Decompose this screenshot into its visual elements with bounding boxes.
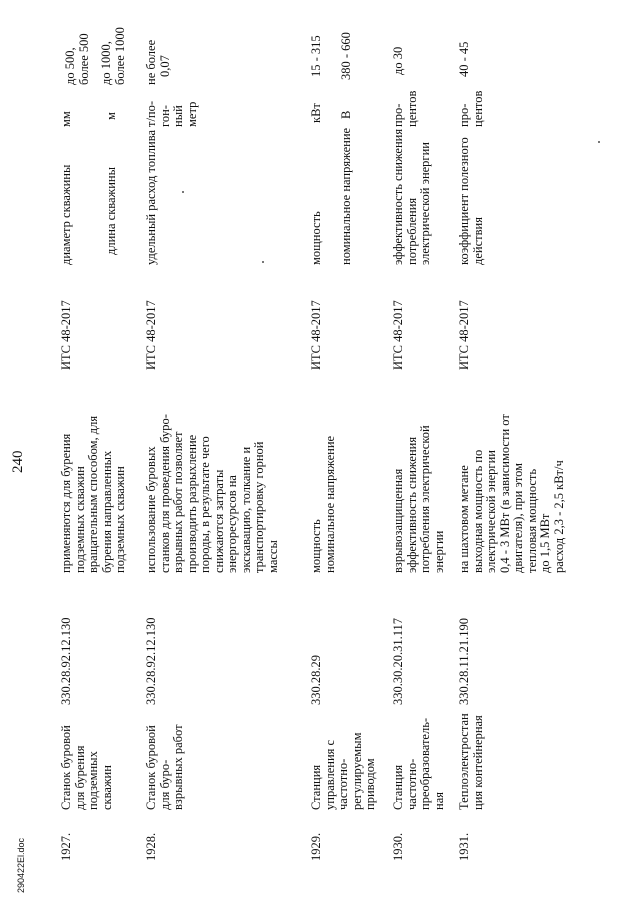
description-line: использование буровых (144, 446, 158, 573)
okpd-code: 330.28.11.21.190 (457, 617, 471, 705)
description-line: энергии (431, 530, 446, 573)
its-standard: ИТС 48-2017 (457, 300, 471, 370)
name-line: Теплоэлектростан (457, 713, 471, 810)
name-line: Станок буровой (59, 725, 73, 810)
parameter-name: длина скважины (104, 167, 118, 255)
name-line: ная (431, 792, 446, 810)
parameter-unit (392, 91, 419, 127)
name-line: частотно- (404, 758, 419, 810)
parameter-unit: кВт (309, 103, 323, 123)
name-line: Станок буровой (144, 725, 158, 810)
description-line: подземных скважин (113, 466, 127, 573)
row-number: 1929. (309, 832, 323, 861)
description (145, 414, 280, 573)
its-standard: ИТС 48-2017 (391, 300, 405, 370)
name-line: Станция (309, 764, 323, 810)
unit-line: центов (404, 90, 419, 127)
parameter-unit: В (339, 110, 353, 119)
unit-line: т/по- (144, 100, 158, 127)
equipment-name (458, 713, 485, 810)
parameter-name (392, 129, 433, 265)
its-standard: ИТС 48-2017 (59, 300, 73, 370)
parameter-unit: мм (59, 111, 73, 127)
unit-line: про- (391, 103, 405, 127)
description-line: бурения направленных (99, 450, 114, 573)
name-line: действия (470, 217, 485, 265)
unit-line: ный (171, 105, 185, 127)
parameter-name: мощность (309, 211, 323, 265)
page-number: 240 (10, 450, 26, 473)
name-line: скважин (99, 765, 114, 810)
name-line: преобразователь- (418, 717, 432, 810)
parameter-unit (458, 91, 485, 127)
description-line: потребления электрической (418, 425, 432, 573)
parameter-value (145, 40, 172, 85)
equipment-name (60, 725, 114, 810)
description-line: применяются для бурения (59, 433, 73, 573)
description-line: мощность (309, 519, 323, 573)
parameter-value (64, 33, 91, 85)
description-line: до 1,5 МВт (538, 513, 552, 573)
value-line: более 500 (76, 33, 91, 85)
description-line: вращательным способом, для (86, 415, 100, 573)
value-line: до 1000, (99, 41, 113, 85)
name-line: управления с (322, 739, 337, 810)
scan-speck (598, 141, 600, 143)
unit-line: гон- (157, 105, 172, 127)
description-line: взрывных работ позволяет (171, 431, 185, 573)
description-line: транспортировку горной (252, 441, 266, 573)
name-line: регулируемым (349, 732, 364, 810)
description-line: породы, в результате чего (198, 436, 212, 573)
value-line: 0,07 (157, 55, 172, 77)
okpd-code: 330.28.29 (309, 655, 323, 705)
parameter-value: 40 - 45 (457, 41, 471, 77)
description (310, 436, 337, 573)
name-line: для буро- (157, 759, 172, 810)
description-line: номинальное напряжение (322, 435, 337, 573)
name-line: потребления (404, 197, 419, 265)
description-line: снижаются затраты (211, 469, 226, 573)
okpd-code: 330.30.20.31.117 (391, 617, 405, 705)
name-line: Станция (391, 764, 405, 810)
description-line: двигателя), при этом (511, 462, 525, 573)
parameter-unit: м (104, 112, 118, 120)
name-line: приводом (363, 758, 377, 810)
value-line: до 500, (63, 47, 77, 85)
scan-speck (182, 191, 184, 193)
description-line: станков для проведения буро- (157, 414, 172, 573)
parameter-unit (145, 101, 199, 127)
equipment-name (392, 718, 446, 810)
parameter-value: 380 - 660 (339, 32, 353, 80)
name-line: электрической энергии (418, 142, 432, 265)
parameter-name: диаметр скважины (59, 164, 73, 265)
equipment-name (145, 724, 186, 810)
row-number: 1931. (457, 832, 471, 861)
name-line: ция контейнерная (470, 715, 485, 810)
parameter-value (100, 27, 127, 85)
description (392, 425, 446, 573)
value-line: более 1000 (112, 27, 127, 85)
unit-line: про- (457, 103, 471, 127)
description-line: тепловая мощность (524, 468, 539, 573)
its-standard: ИТС 48-2017 (309, 300, 323, 370)
description-line: выходная мощность по (470, 449, 485, 573)
description-line: взрывозащищенная (391, 468, 405, 573)
parameter-name: номинальное напряжение (339, 127, 353, 265)
description-line: производить разрыхление (184, 434, 199, 573)
description-line: энергоресурсов на (225, 475, 239, 573)
row-number: 1930. (391, 832, 405, 861)
name-line: эффективность снижения (391, 128, 405, 265)
description-line: на шахтовом метане (457, 465, 471, 573)
description (60, 416, 128, 573)
description-line: экскавацию, толкание и (238, 446, 253, 573)
footer-filename: 290422El.doc (16, 837, 26, 893)
name-line: подземных (86, 751, 100, 810)
unit-line: метр (184, 101, 199, 127)
parameter-name: удельный расход топлива (144, 130, 158, 265)
description-line: эффективность снижения (404, 436, 419, 573)
okpd-code: 330.28.92.12.130 (59, 617, 73, 705)
parameter-value: до 30 (391, 46, 405, 75)
name-line: для бурения (72, 745, 87, 810)
value-line: не более (144, 39, 158, 85)
description-line: электрической энергии (484, 450, 498, 573)
its-standard: ИТС 48-2017 (144, 300, 158, 370)
okpd-code: 330.28.92.12.130 (144, 617, 158, 705)
name-line: коэффициент полезного (457, 137, 471, 265)
parameter-value: 15 - 315 (309, 35, 323, 77)
unit-line: центов (470, 90, 485, 127)
description-line: расход 2,3 - 2,5 кВт/ч (551, 460, 566, 573)
row-number: 1928. (144, 832, 158, 861)
parameter-name (458, 137, 485, 265)
name-line: частотно- (336, 758, 350, 810)
description-line: массы (265, 540, 280, 573)
description-line: 0,4 - 3 МВт (в зависимости от (497, 414, 512, 573)
row-number: 1927. (59, 832, 73, 861)
equipment-name (310, 733, 378, 811)
scan-speck (262, 261, 264, 263)
name-line: взрывных работ (171, 724, 185, 810)
description-line: подземных скважин (72, 466, 87, 573)
description (458, 414, 566, 573)
